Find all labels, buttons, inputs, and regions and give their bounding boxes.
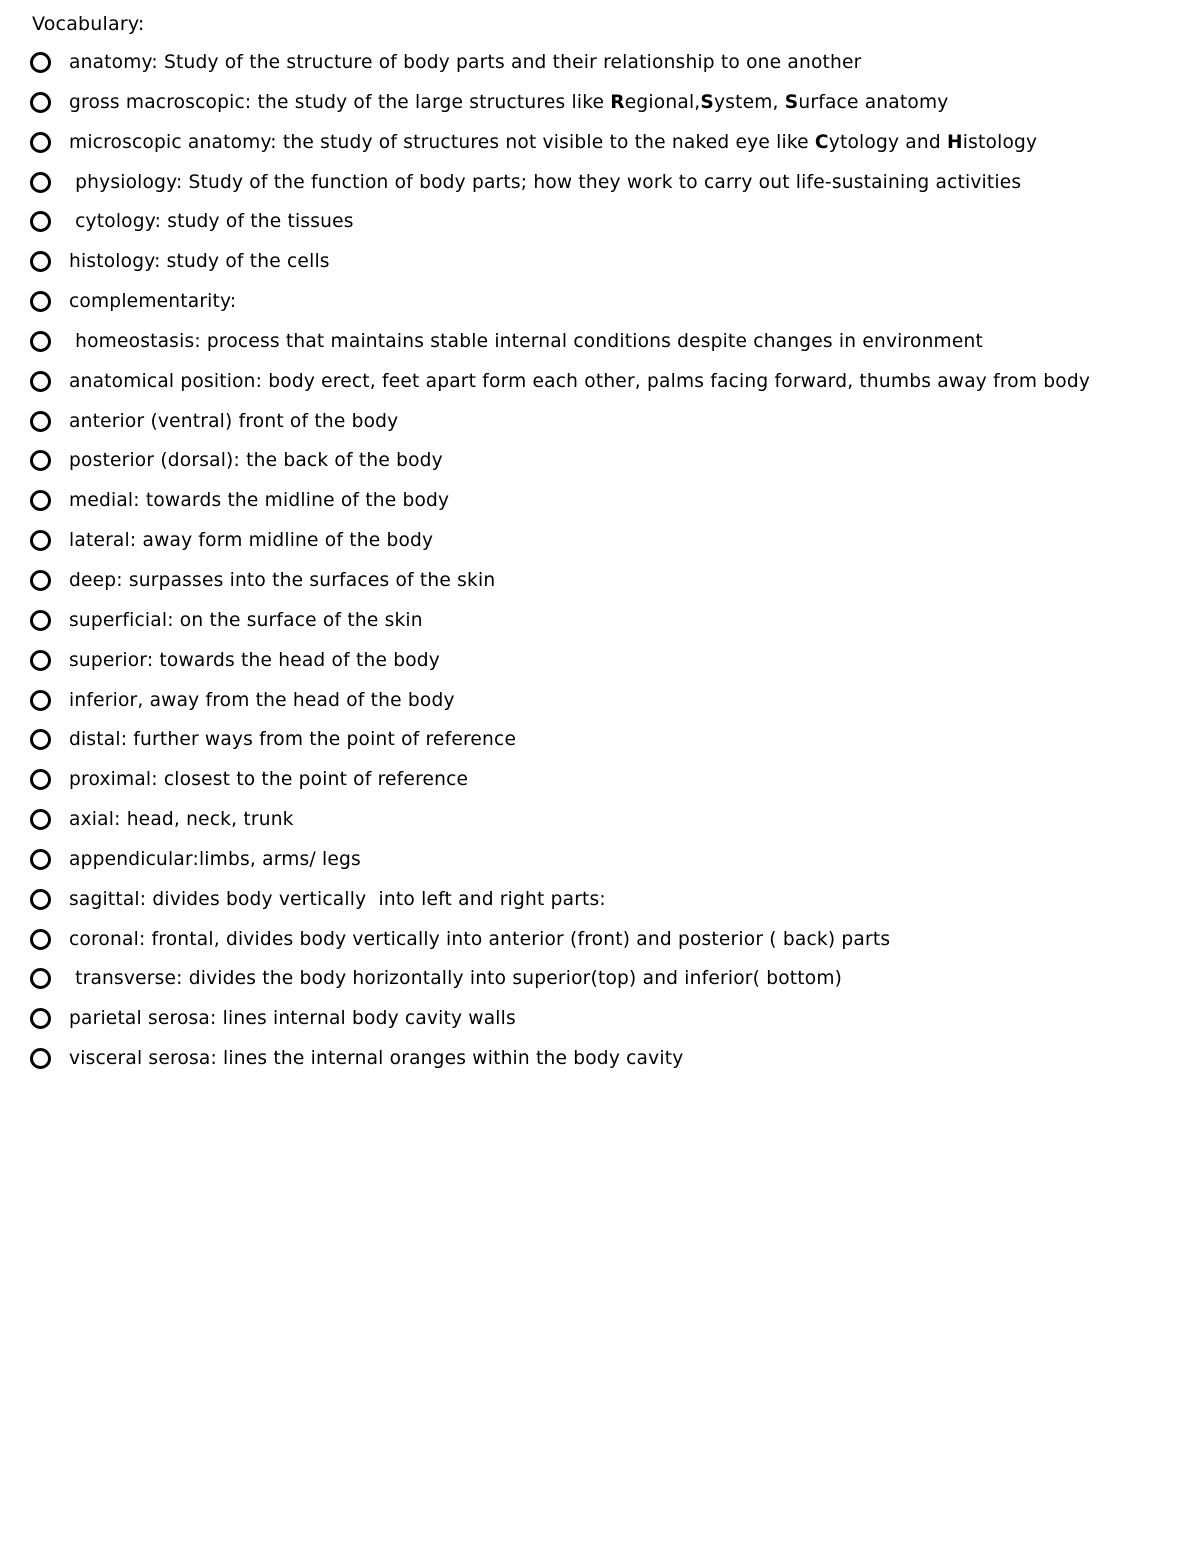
radio-circle-icon[interactable] bbox=[30, 1008, 51, 1029]
vocabulary-item-text bbox=[69, 169, 1180, 197]
vocabulary-item bbox=[30, 447, 1180, 475]
text-segment: ytology and bbox=[828, 131, 948, 153]
bold-initial-letter: S bbox=[784, 91, 799, 113]
text-segment: axial: head, neck, trunk bbox=[69, 809, 294, 831]
radio-circle-icon[interactable] bbox=[30, 450, 51, 471]
text-segment: anatomical position: body erect, feet apart form each other, palms facing forward, thumbs away from body bbox=[69, 370, 1091, 392]
radio-circle-icon[interactable] bbox=[30, 52, 51, 73]
radio-circle-icon[interactable] bbox=[30, 211, 51, 232]
radio-circle-icon[interactable] bbox=[30, 371, 51, 392]
text-segment: superior: towards the head of the body bbox=[69, 649, 440, 671]
text-segment: posterior (dorsal): the back of the body bbox=[69, 450, 443, 472]
radio-circle-icon[interactable] bbox=[30, 291, 51, 312]
radio-circle-icon[interactable] bbox=[30, 968, 51, 989]
vocabulary-item-text bbox=[69, 129, 1180, 157]
vocabulary-item bbox=[30, 248, 1180, 276]
vocabulary-item-text bbox=[69, 89, 1180, 117]
text-segment: ystem, bbox=[714, 91, 785, 113]
text-segment: urface anatomy bbox=[798, 91, 949, 113]
vocabulary-item bbox=[30, 567, 1180, 595]
text-segment: cytology: study of the tissues bbox=[69, 211, 354, 233]
radio-circle-icon[interactable] bbox=[30, 331, 51, 352]
vocabulary-item bbox=[30, 487, 1180, 515]
text-segment: medial: towards the midline of the body bbox=[69, 490, 450, 512]
vocabulary-item-text bbox=[69, 726, 1180, 754]
text-segment: egional, bbox=[624, 91, 701, 113]
vocabulary-item-text bbox=[69, 288, 1180, 316]
radio-circle-icon[interactable] bbox=[30, 490, 51, 511]
radio-circle-icon[interactable] bbox=[30, 132, 51, 153]
vocabulary-item-text bbox=[69, 368, 1180, 396]
vocabulary-item-text bbox=[69, 487, 1180, 515]
text-segment: deep: surpasses into the surfaces of the skin bbox=[69, 569, 496, 591]
bold-initial-letter: H bbox=[947, 131, 963, 153]
radio-circle-icon[interactable] bbox=[30, 769, 51, 790]
radio-circle-icon[interactable] bbox=[30, 530, 51, 551]
bold-initial-letter: R bbox=[610, 91, 625, 113]
radio-circle-icon[interactable] bbox=[30, 251, 51, 272]
radio-circle-icon[interactable] bbox=[30, 650, 51, 671]
vocabulary-item-text bbox=[69, 806, 1180, 834]
vocabulary-item-text bbox=[69, 846, 1180, 874]
vocabulary-item bbox=[30, 766, 1180, 794]
radio-circle-icon[interactable] bbox=[30, 889, 51, 910]
bold-initial-letter: S bbox=[700, 91, 715, 113]
vocabulary-item bbox=[30, 208, 1180, 236]
vocabulary-item-text bbox=[69, 647, 1180, 675]
vocabulary-item bbox=[30, 527, 1180, 555]
vocabulary-item-text bbox=[69, 965, 1180, 993]
vocabulary-item bbox=[30, 647, 1180, 675]
radio-circle-icon[interactable] bbox=[30, 610, 51, 631]
vocabulary-list bbox=[30, 49, 1180, 1085]
vocabulary-item bbox=[30, 926, 1180, 954]
vocabulary-item-text bbox=[69, 886, 1180, 914]
vocabulary-item bbox=[30, 169, 1180, 197]
radio-circle-icon[interactable] bbox=[30, 729, 51, 750]
vocabulary-item bbox=[30, 607, 1180, 635]
text-segment: physiology: Study of the function of body parts; how they work to carry out life-sustaining activities bbox=[69, 171, 1022, 193]
text-segment: gross macroscopic: the study of the large structures like bbox=[69, 91, 611, 113]
radio-circle-icon[interactable] bbox=[30, 1048, 51, 1069]
radio-circle-icon[interactable] bbox=[30, 172, 51, 193]
text-segment: anterior (ventral) front of the body bbox=[69, 410, 399, 432]
text-segment: anatomy: Study of the structure of body parts and their relationship to one another bbox=[69, 52, 862, 73]
bold-initial-letter: C bbox=[814, 131, 829, 153]
radio-circle-icon[interactable] bbox=[30, 690, 51, 711]
radio-circle-icon[interactable] bbox=[30, 411, 51, 432]
vocabulary-item bbox=[30, 806, 1180, 834]
text-segment: coronal: frontal, divides body vertically into anterior (front) and posterior ( back) parts bbox=[69, 928, 891, 950]
vocabulary-item-text bbox=[69, 766, 1180, 794]
vocabulary-item bbox=[30, 1045, 1180, 1073]
vocabulary-item-text bbox=[69, 527, 1180, 555]
vocabulary-item-text bbox=[69, 607, 1180, 635]
vocabulary-item-text bbox=[69, 926, 1180, 954]
vocabulary-item bbox=[30, 89, 1180, 117]
vocabulary-item-text bbox=[69, 567, 1180, 595]
radio-circle-icon[interactable] bbox=[30, 849, 51, 870]
vocabulary-item-text bbox=[69, 1005, 1180, 1033]
vocabulary-item bbox=[30, 328, 1180, 356]
text-segment: proximal: closest to the point of reference bbox=[69, 769, 469, 791]
vocabulary-item-text bbox=[69, 1045, 1180, 1073]
vocabulary-item-text bbox=[69, 208, 1180, 236]
vocabulary-item-text bbox=[69, 328, 1180, 356]
radio-circle-icon[interactable] bbox=[30, 92, 51, 113]
text-segment: transverse: divides the body horizontally into superior(top) and inferior( bottom) bbox=[69, 968, 843, 990]
vocabulary-item-text bbox=[69, 408, 1180, 436]
vocabulary-item bbox=[30, 886, 1180, 914]
radio-circle-icon[interactable] bbox=[30, 929, 51, 950]
text-segment: histology: study of the cells bbox=[69, 251, 330, 273]
text-segment: superficial: on the surface of the skin bbox=[69, 609, 423, 631]
vocabulary-item-text bbox=[69, 447, 1180, 475]
vocabulary-item bbox=[30, 368, 1180, 396]
text-segment: parietal serosa: lines internal body cavity walls bbox=[69, 1008, 516, 1030]
vocabulary-item bbox=[30, 1005, 1180, 1033]
text-segment: visceral serosa: lines the internal oranges within the body cavity bbox=[69, 1048, 684, 1070]
vocabulary-item bbox=[30, 726, 1180, 754]
vocabulary-item bbox=[30, 687, 1180, 715]
text-segment: complementarity: bbox=[69, 291, 237, 313]
vocabulary-item bbox=[30, 965, 1180, 993]
text-segment: istology bbox=[962, 131, 1038, 153]
vocabulary-item-text bbox=[69, 248, 1180, 276]
vocabulary-item bbox=[30, 846, 1180, 874]
text-segment: sagittal: divides body vertically into left and right parts: bbox=[69, 888, 606, 910]
text-segment: inferior, away from the head of the body bbox=[69, 689, 455, 711]
vocabulary-item bbox=[30, 288, 1180, 316]
vocabulary-item bbox=[30, 129, 1180, 157]
text-segment: homeostasis: process that maintains stable internal conditions despite changes in environment bbox=[69, 330, 983, 352]
text-segment: lateral: away form midline of the body bbox=[69, 530, 434, 552]
vocabulary-item bbox=[30, 408, 1180, 436]
vocabulary-item-text bbox=[69, 49, 1180, 77]
text-segment: microscopic anatomy: the study of structures not visible to the naked eye like bbox=[69, 131, 815, 153]
radio-circle-icon[interactable] bbox=[30, 570, 51, 591]
text-segment: appendicular:limbs, arms/ legs bbox=[69, 848, 361, 870]
text-segment: distal: further ways from the point of reference bbox=[69, 729, 517, 751]
radio-circle-icon[interactable] bbox=[30, 809, 51, 830]
vocabulary-item-text bbox=[69, 687, 1180, 715]
vocabulary-item bbox=[30, 49, 1180, 77]
vocabulary-heading: Vocabulary: bbox=[32, 13, 145, 35]
